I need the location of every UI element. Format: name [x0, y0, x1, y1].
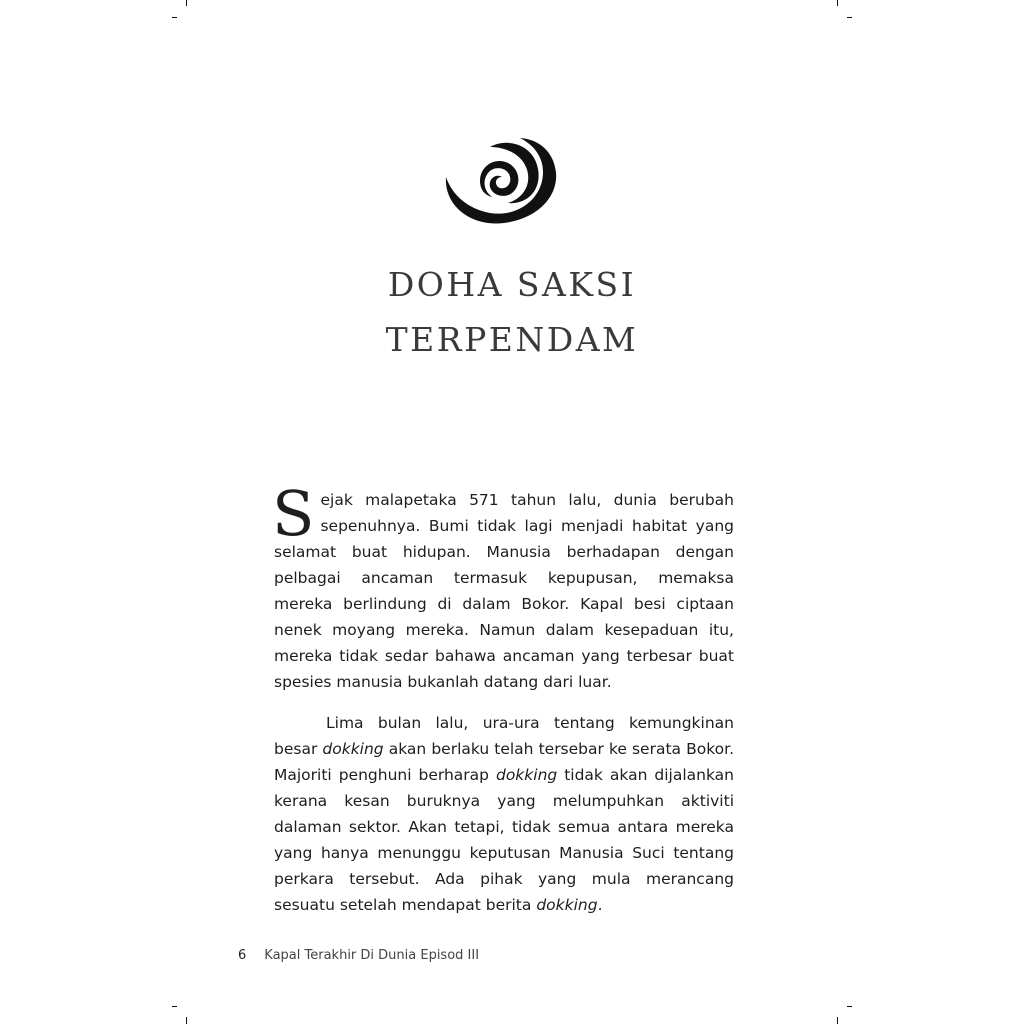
- crop-mark-br-h: [847, 1006, 852, 1007]
- crop-mark-br-v: [837, 1017, 838, 1024]
- drop-cap: S: [272, 477, 315, 550]
- crop-mark-tr-h: [847, 17, 852, 18]
- italic-term: dokking: [536, 896, 598, 914]
- page-footer: [238, 948, 479, 963]
- crop-mark-tr-v: [837, 0, 838, 6]
- crop-mark-tl-h: [172, 17, 177, 18]
- crop-mark-bl-h: [172, 1006, 177, 1007]
- chapter-title-line-2: TERPENDAM: [385, 320, 639, 359]
- paragraph-1: [272, 477, 734, 695]
- paragraph-2-text-b: akan berlaku telah tersebar ke serata Bokor. Majoriti penghuni berharap: [274, 740, 735, 784]
- crop-mark-tl-v: [186, 0, 187, 6]
- paragraph-2-text-c: tidak akan dijalankan kerana kesan buruknya yang melumpuhkan aktiviti dalaman sektor. Akan tetapi, tidak semua antara mereka yang hanya menunggu keputusan Manusia Suci tentang perkara tersebut. Ada pihak yang mula merancang sesuatu setelah mendapat berita: [274, 766, 734, 914]
- paragraph-2-text-a: Lima bulan lalu, ura-ura tentang kemungkinan besar: [274, 714, 734, 758]
- italic-term: dokking: [495, 766, 558, 784]
- running-book-title: Kapal Terakhir Di Dunia Episod III: [264, 948, 480, 963]
- page-number: 6: [238, 948, 247, 963]
- paragraph-2: [274, 710, 734, 918]
- italic-term: dokking: [322, 740, 384, 758]
- crop-mark-bl-v: [186, 1017, 187, 1024]
- paragraph-2-text-d: .: [597, 896, 603, 914]
- swirl-ornament-icon: [442, 135, 560, 227]
- chapter-title-line-1: DOHA SAKSI: [387, 265, 637, 304]
- paragraph-1-text: ejak malapetaka 571 tahun lalu, dunia berubah sepenuhnya. Bumi tidak lagi menjadi habitat yang selamat buat hidupan. Manusia berhadapan dengan pelbagai ancaman termasuk kepupusan, memaksa mereka berlindung di dalam Bokor. Kapal besi ciptaan nenek moyang mereka. Namun dalam kesepaduan itu, mereka tidak sedar bahawa ancaman yang terbesar buat spesies manusia bukanlah datang dari luar.: [274, 491, 734, 691]
